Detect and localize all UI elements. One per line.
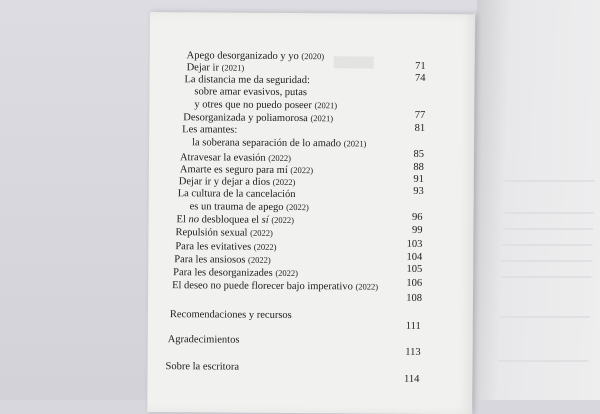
toc-entry-subtitle: la soberana separación de lo amado (2021): [192, 137, 367, 150]
toc-entry-title: Les amantes:: [182, 124, 238, 136]
faded-text-line: [498, 360, 588, 362]
toc-entry-title: Dejar ir y dejar a dios (2022): [178, 176, 296, 188]
toc-entry-subtitle: sobre amar evasivos, putas: [194, 86, 308, 99]
toc-entry-page: 108: [406, 292, 423, 304]
toc-section-title: Recomendaciones y recursos: [169, 309, 292, 321]
toc-entry-title: Para les ansiosos (2022): [174, 254, 271, 266]
faded-text-line: [501, 276, 591, 278]
toc-entry-title: Amarte es seguro para mí (2022): [179, 164, 314, 176]
toc-entry-title: Desorganizada y poliamorosa (2021): [183, 112, 334, 125]
faded-text-line: [502, 260, 592, 262]
toc-entry-title: La cultura de la cancelación: [177, 188, 296, 201]
toc-entry-page: 74: [415, 72, 426, 84]
toc-entry-title: Apego desorganizado y yo (2020): [186, 50, 325, 63]
toc-entry-page: 71: [415, 60, 426, 72]
toc-entry-page: 103: [406, 238, 423, 250]
toc-section-title: Agradecimientos: [167, 334, 240, 346]
toc-entry-subtitle: y otres que no puedo poseer (2021): [194, 99, 338, 112]
faded-text-line: [505, 180, 595, 182]
toc-entry-title: El deseo no puede florecer bajo imperativo (2022): [172, 280, 379, 293]
faded-text-line: [500, 316, 590, 318]
toc-entry-title: El no desbloquea el sí (2022): [176, 214, 295, 226]
toc-entry-page: 104: [406, 251, 423, 263]
toc-entry-page: 77: [414, 109, 426, 121]
toc-section-title: Sobre la escritora: [165, 361, 240, 373]
faded-text-line: [502, 244, 592, 246]
toc-entry-page: 81: [414, 122, 426, 134]
toc-entry-page: 105: [406, 263, 423, 275]
toc-entry-page: 85: [413, 148, 425, 160]
toc-entry-title: Dejar ir (2021): [186, 62, 245, 74]
faded-text-line: [504, 212, 594, 214]
toc-section-page: 114: [404, 373, 420, 385]
toc-entry-page: 99: [411, 224, 423, 236]
toc-entry-subtitle: es un trauma de apego (2022): [189, 201, 309, 213]
toc-section-page: 113: [405, 346, 421, 358]
facing-page: [463, 0, 600, 400]
toc-entry-title: La distancia me da seguridad:: [184, 74, 310, 87]
book-page: [147, 12, 475, 414]
toc-entry-page: 96: [412, 211, 423, 223]
toc-entry-page: 91: [413, 173, 424, 185]
toc-entry-title: Para les desorganizades (2022): [173, 267, 299, 279]
toc-entry-title: Atravesar la evasión (2022): [179, 152, 292, 164]
table-of-contents: [147, 12, 475, 414]
toc-entry-title: Repulsión sexual (2022): [175, 227, 273, 239]
toc-section-page: 111: [405, 320, 421, 332]
toc-entry-page: 93: [413, 185, 424, 197]
toc-entry-title: Para les evitatives (2022): [175, 241, 277, 253]
toc-entry-page: 88: [413, 161, 424, 173]
toc-entry-page: 106: [406, 277, 423, 289]
faded-text-line: [503, 228, 593, 230]
